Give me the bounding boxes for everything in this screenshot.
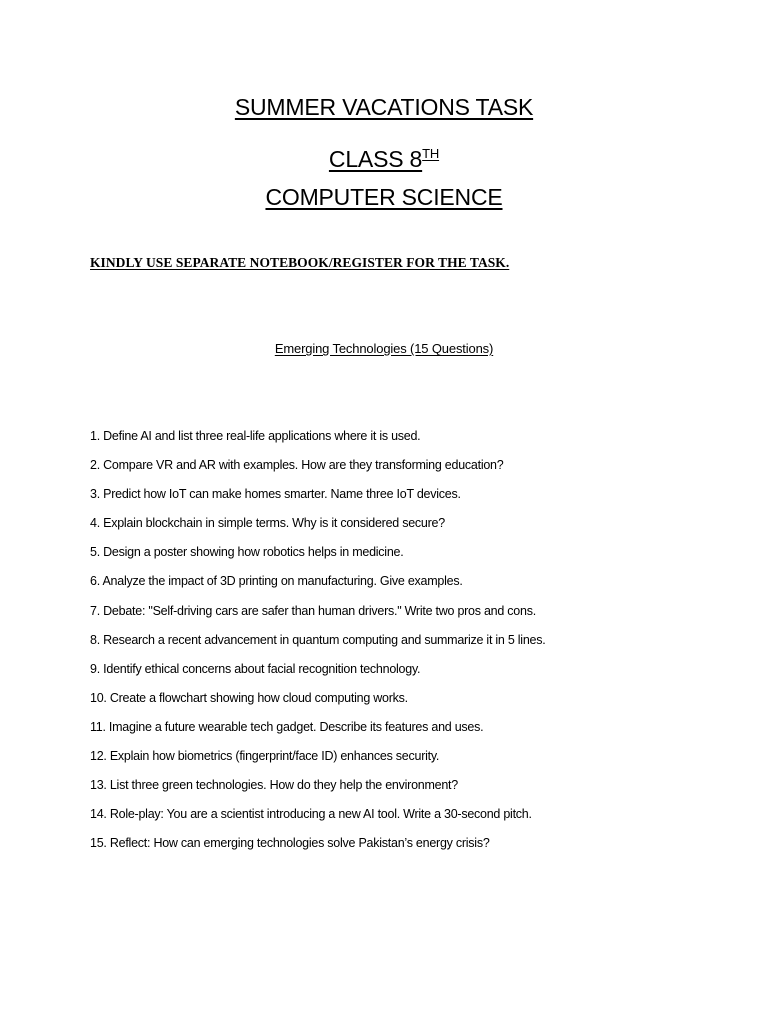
title-line-1: SUMMER VACATIONS TASK xyxy=(234,94,534,120)
question-item: 8. Research a recent advancement in quantum computing and summarize it in 5 lines. xyxy=(90,632,546,647)
question-item: 15. Reflect: How can emerging technologies solve Pakistan’s energy crisis? xyxy=(90,836,490,851)
question-item: 6. Analyze the impact of 3D printing on manufacturing. Give examples. xyxy=(90,574,463,589)
question-item: 14. Role-play: You are a scientist introducing a new AI tool. Write a 30-second pitch. xyxy=(90,807,532,822)
title-subject xyxy=(0,183,768,211)
section-heading: Emerging Technologies (15 Questions) xyxy=(274,341,494,356)
question-item: 12. Explain how biometrics (fingerprint/face ID) enhances security. xyxy=(90,749,440,764)
question-item: 13. List three green technologies. How do they help the environment? xyxy=(90,778,458,793)
question-list xyxy=(90,427,545,863)
question-item: 11. Imagine a future wearable tech gadget. Describe its features and uses. xyxy=(90,719,484,734)
question-item: 7. Debate: "Self-driving cars are safer than human drivers." Write two pros and cons. xyxy=(90,603,536,618)
question-item: 3. Predict how IoT can make homes smarter. Name three IoT devices. xyxy=(90,487,461,502)
question-item: 4. Explain blockchain in simple terms. Why is it considered secure? xyxy=(90,516,445,531)
question-item: 1. Define AI and list three real-life applications where it is used. xyxy=(90,429,421,443)
title-class xyxy=(0,140,768,173)
title-line-2-superscript: TH xyxy=(422,146,440,161)
question-item: 5. Design a poster showing how robotics helps in medicine. xyxy=(90,545,404,560)
question-item: 9. Identify ethical concerns about facial recognition technology. xyxy=(90,661,421,676)
question-item: 10. Create a flowchart showing how cloud computing works. xyxy=(90,690,408,705)
title-line-2: CLASS 8 xyxy=(328,146,423,172)
question-item: 2. Compare VR and AR with examples. How are they transforming education? xyxy=(90,458,504,473)
instruction-text: KINDLY USE SEPARATE NOTEBOOK/REGISTER FOR THE TASK. xyxy=(90,255,510,270)
title-summer-vacations-task xyxy=(0,93,768,121)
title-line-3: COMPUTER SCIENCE xyxy=(265,184,503,210)
